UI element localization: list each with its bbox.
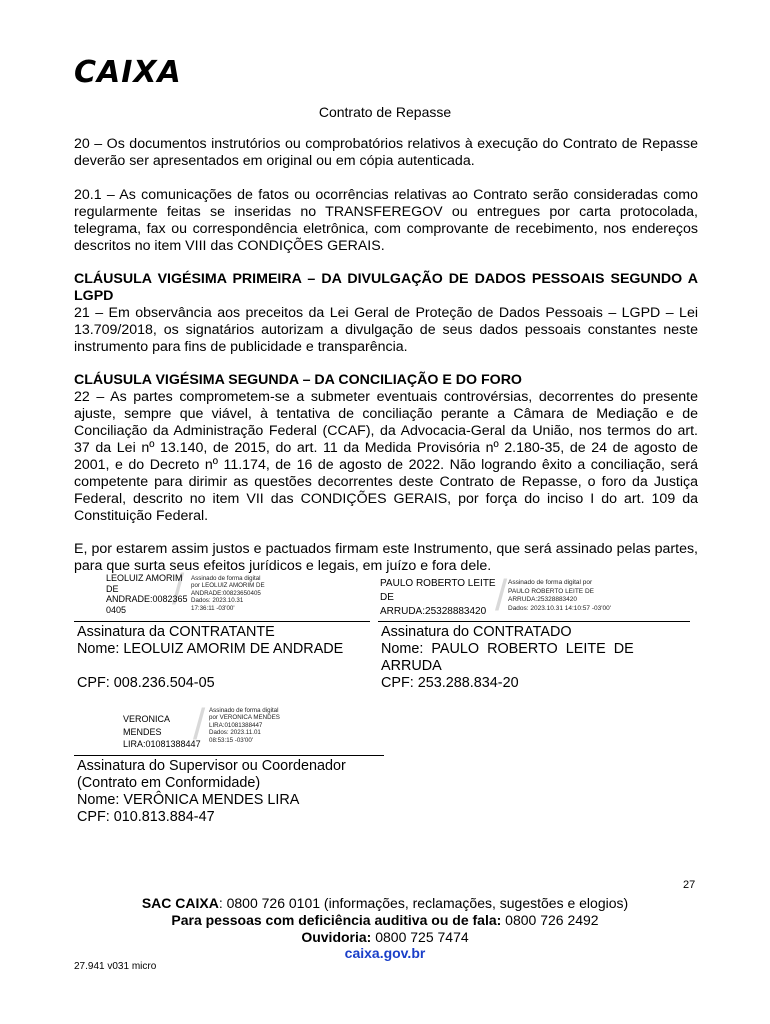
stamp-detail-line: Assinado de forma digital por <box>508 579 593 586</box>
paragraph-20-text: 20 – Os documentos instrutórios ou comprobatórios relativos à execução do Contrato de Repasse deverão ser apresentados em original ou em cópia autenticada. <box>74 136 698 169</box>
sig2-role: Assinatura do CONTRATADO <box>381 624 572 640</box>
stamp-line: ANDRADE:0082365 <box>106 594 188 604</box>
signature-slash-graphic: / <box>495 571 508 620</box>
footer-sac-label: SAC CAIXA <box>141 895 219 911</box>
sig2-stamp-name <box>380 577 496 619</box>
sig3-role: Assinatura do Supervisor ou Coordenador <box>77 758 346 774</box>
footer-ombuds-label: Ouvidoria: <box>301 929 372 945</box>
sig1-stamp-name <box>106 573 188 615</box>
clause-21 <box>74 271 698 356</box>
stamp-detail-line: Assinado de forma digital <box>209 707 279 714</box>
sig2-cpf: CPF: 253.288.834-20 <box>381 675 519 691</box>
stamp-line: LEOLUIZ AMORIM <box>106 573 183 583</box>
sig2-name-cont: ARRUDA <box>381 658 442 674</box>
document-code: 27.941 v031 micro <box>74 961 157 972</box>
stamp-line: MENDES <box>123 726 162 737</box>
stamp-line: PAULO ROBERTO LEITE <box>380 578 496 589</box>
stamp-line: VERONICA <box>123 714 171 724</box>
stamp-detail-line: Dados: 2023.11.01 <box>209 729 261 737</box>
stamp-line: DE <box>106 583 119 594</box>
closing-text: E, por estarem assim justos e pactuados firmam este Instrumento, que será assinado pelas partes, para que surta seus efeitos jurídicos e legais, em juízo e fora dele. <box>74 541 698 574</box>
page-number: 27 <box>683 879 696 891</box>
stamp-detail-line: 17:36:11 -03'00' <box>191 604 235 612</box>
footer-sac-text: : 0800 726 0101 (informações, reclamações, sugestões e elogios) <box>218 895 629 911</box>
paragraph-20-1 <box>74 187 698 255</box>
sig1-cpf: CPF: 008.236.504-05 <box>77 675 215 691</box>
sig2-stamp-detail <box>508 579 611 613</box>
stamp-line: ARRUDA:25328883420 <box>380 606 487 617</box>
footer-sac <box>0 895 770 912</box>
paragraph-20 <box>74 136 698 170</box>
sig1-line <box>74 621 370 622</box>
document-title: Contrato de Repasse <box>318 104 452 120</box>
sig2-line <box>378 621 690 622</box>
stamp-detail-line: 08:53:15 -03'00' <box>209 736 253 744</box>
footer-deaf-label: Para pessoas com deficiência auditiva ou de fala: <box>171 912 502 928</box>
clause-22-text: 22 – As partes comprometem-se a submeter eventuais controvérsias, decorrentes do presente ajuste, sempre que viável, à tentativa de conciliação perante a Câmara de Mediação e de Conciliação da Administração Federal (CCAF), da Advocacia-Geral da União, nos termos do art. 37 da Lei nº 13.140, de 2015, do art. 11 da Medida Provisória nº 2.180-35, de 24 de agosto de 2001, e do Decreto nº 11.174, de 16 de agosto de 2022. Não logrando êxito a conciliação, será competente para dirimir as questões decorrentes deste Contrato de Repasse, o foro da Justiça Federal, descrito no item VII das CONDIÇÕES GERAIS, por força do inciso I do art. 109 da Constituição Federal. <box>74 389 698 524</box>
sig3-stamp-name <box>123 713 201 751</box>
sig3-cpf: CPF: 010.813.884-47 <box>77 809 215 825</box>
footer-deaf-text: 0800 726 2492 <box>501 912 599 928</box>
signature-slash-graphic: / <box>172 565 185 614</box>
stamp-line: DE <box>380 592 394 603</box>
stamp-line: LIRA:01081388447 <box>123 739 201 749</box>
stamp-detail-line: ANDRADE:00823650405 <box>191 589 261 597</box>
stamp-detail-line: Assinado de forma digital <box>191 575 261 582</box>
sig3-name: Nome: VERÔNICA MENDES LIRA <box>77 792 300 808</box>
clause-21-text: 21 – Em observância aos preceitos da Lei Geral de Proteção de Dados Pessoais – LGPD – Lei 13.709/2018, os signatários autorizam a divulgação de seus dados pessoais constantes neste instrumento para fins de publicidade e transparência. <box>74 305 698 355</box>
stamp-detail-line: ARRUDA:25328883420 <box>508 596 578 603</box>
footer-accessibility <box>0 912 770 929</box>
clause-21-title: CLÁUSULA VIGÉSIMA PRIMEIRA – DA DIVULGAÇÃO DE DADOS PESSOAIS SEGUNDO A LGPD <box>74 271 698 304</box>
sig3-role-note: (Contrato em Conformidade) <box>77 775 261 791</box>
clause-22 <box>74 372 698 525</box>
stamp-detail-line: Dados: 2023.10.31 <box>191 597 244 605</box>
stamp-detail-line: por VERONICA MENDES <box>209 714 280 722</box>
sig1-stamp-detail <box>191 575 265 612</box>
sig3-line <box>74 755 384 756</box>
stamp-detail-line: PAULO ROBERTO LEITE DE <box>508 587 594 595</box>
footer-ombudsman <box>0 929 770 946</box>
stamp-detail-line: Dados: 2023.10.31 14:10:57 -03'00' <box>508 604 611 612</box>
caixa-logo: CAIXA <box>74 55 182 90</box>
signature-slash-graphic: / <box>193 700 206 749</box>
footer-ombuds-text: 0800 725 7474 <box>371 929 469 945</box>
closing-paragraph <box>74 541 698 575</box>
sig1-role: Assinatura da CONTRATANTE <box>77 624 275 640</box>
stamp-detail-line: por LEOLUIZ AMORIM DE <box>191 582 265 590</box>
footer-website <box>0 945 770 962</box>
clause-22-title: CLÁUSULA VIGÉSIMA SEGUNDA – DA CONCILIAÇÃO E DO FORO <box>74 372 522 388</box>
website-link[interactable]: caixa.gov.br <box>344 945 426 961</box>
stamp-detail-line: LIRA:01081388447 <box>209 721 263 729</box>
stamp-line: 0405 <box>106 604 127 615</box>
paragraph-20-1-text: 20.1 – As comunicações de fatos ou ocorrências relativas ao Contrato serão consideradas como regularmente feitas se inseridas no TRANSFEREGOV ou entregues por carta protocolada, telegrama, fax ou correspondência eletrônica, com comprovante de recebimento, nos endereços descritos no item VIII das CONDIÇÕES GERAIS. <box>74 187 698 254</box>
sig1-name: Nome: LEOLUIZ AMORIM DE ANDRADE <box>77 641 344 657</box>
sig2-name: Nome: PAULO ROBERTO LEITE DE <box>381 641 634 657</box>
sig3-stamp-detail <box>209 707 280 744</box>
